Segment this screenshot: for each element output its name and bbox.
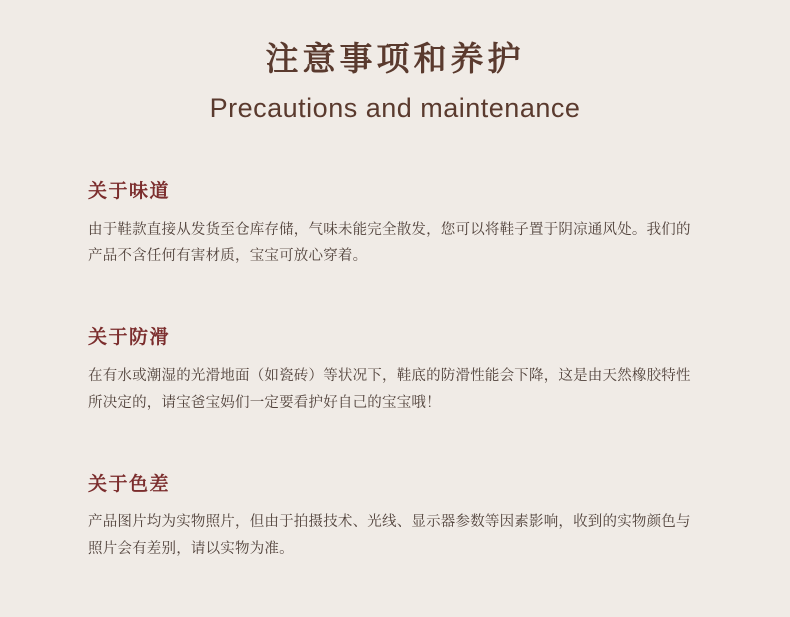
page-header bbox=[0, 0, 790, 126]
section-body-smell: 由于鞋款直接从发货至仓库存储，气味未能完全散发，您可以将鞋子置于阴凉通风处。我们的产品不含任何有害材质，宝宝可放心穿着。 bbox=[88, 221, 691, 265]
section-body-color-difference: 产品图片均为实物照片，但由于拍摄技术、光线、显示器参数等因素影响，收到的实物颜色与照片会有差别，请以实物为准。 bbox=[88, 514, 691, 558]
section-heading-antislip: 关于防滑 bbox=[88, 327, 171, 349]
section-heading-smell: 关于味道 bbox=[88, 180, 171, 202]
section-color-difference bbox=[88, 473, 702, 563]
page-title-en: Precautions and maintenance bbox=[209, 92, 581, 123]
section-body-antislip: 在有水或潮湿的光滑地面（如瓷砖）等状况下，鞋底的防滑性能会下降，这是由天然橡胶特性所决定的，请宝爸宝妈们一定要看护好自己的宝宝哦！ bbox=[88, 367, 691, 411]
section-smell bbox=[88, 180, 702, 270]
page-title-cn: 注意事项和养护 bbox=[265, 40, 525, 77]
section-heading-color-difference: 关于色差 bbox=[88, 473, 171, 495]
section-antislip bbox=[88, 326, 702, 416]
sections-container bbox=[0, 180, 790, 563]
